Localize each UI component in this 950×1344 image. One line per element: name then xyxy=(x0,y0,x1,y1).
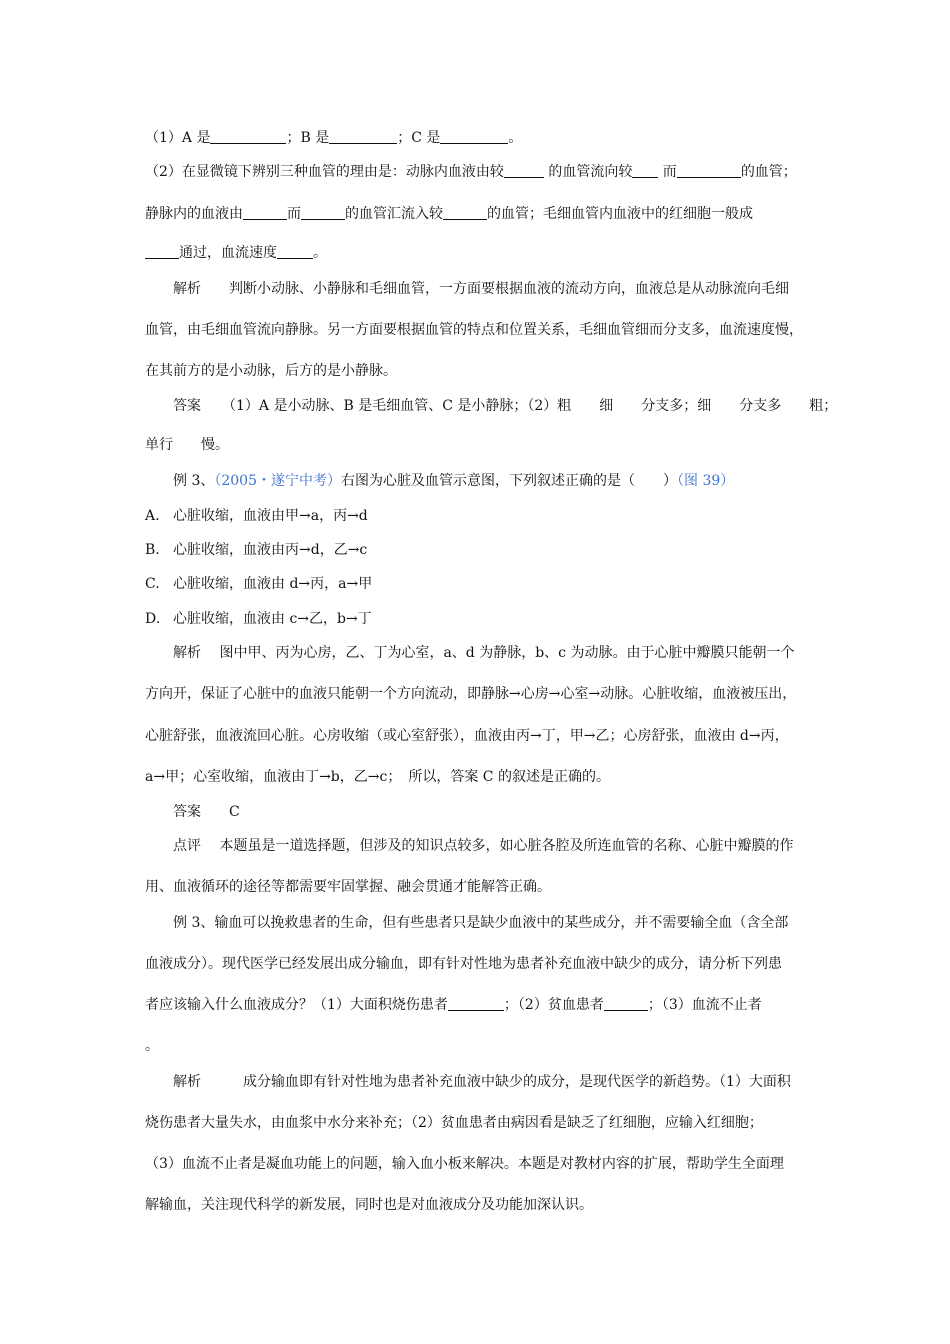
blank xyxy=(632,163,658,178)
ex3b-line-4: 。 xyxy=(145,1038,159,1054)
blank-a xyxy=(210,129,286,144)
ex3b-line-2: 血液成分）。现代医学已经发展出成分输血，即有针对性地为患者补充血液中缺少的成分，请分析下列患 xyxy=(145,956,782,972)
option-text: 心脏收缩，血液由甲→a，丙→d xyxy=(173,508,368,524)
option-label: A. xyxy=(145,508,160,524)
blank xyxy=(677,163,741,178)
ex3-figure-ref: （图 39） xyxy=(677,473,735,489)
ex3-analysis-4: a→甲；心室收缩，血液由丁→b，乙→c； 所以，答案 C 的叙述是正确的。 xyxy=(145,769,610,785)
blank xyxy=(145,244,179,259)
option-b xyxy=(145,541,367,559)
ex3b-text: ；（2）贫血患者 xyxy=(503,997,604,1013)
q1-text: 的血管流向较 xyxy=(543,164,633,180)
q1-line-4 xyxy=(145,244,327,262)
q1-line-1 xyxy=(145,129,522,147)
q1-analysis-1: 解析 判断小动脉、小静脉和毛细血管，一方面要根据血液的流动方向，血液总是从动脉流向毛细 xyxy=(173,281,789,297)
q1-text: ；C 是 xyxy=(397,130,441,146)
q1-text: 静脉内的血液由 xyxy=(145,206,243,222)
q1-text: 。 xyxy=(508,130,523,146)
q1-text: 而 xyxy=(287,206,301,222)
q1-text: 。 xyxy=(313,245,327,261)
ex3b-analysis-3: （3）血流不止者是凝血功能上的问题，输入血小板来解决。本题是对教材内容的扩展，帮助学生全面理 xyxy=(145,1156,784,1172)
blank-c xyxy=(440,129,508,144)
q1-text: 通过，血流速度 xyxy=(179,245,277,261)
q1-line-3 xyxy=(145,205,753,223)
q1-text: 的血管汇流入较 xyxy=(345,206,443,222)
q1-answer-1: 答案 （1）A 是小动脉、B 是毛细血管、C 是小静脉；（2）粗 细 分支多；细 分支多 粗； xyxy=(173,398,838,414)
ex3-text: 右图为心脏及血管示意图，下列叙述正确的是（ ） xyxy=(341,473,677,489)
ex3-question xyxy=(173,472,734,490)
option-text: 心脏收缩，血液由丙→d，乙→c xyxy=(173,542,368,558)
ex3-analysis-2: 方向开，保证了心脏中的血液只能朝一个方向流动，即静脉→心房→心室→动脉。心脏收缩，血液被压出， xyxy=(145,686,797,702)
ex3-prefix: 例 3、 xyxy=(173,473,215,489)
option-label: C. xyxy=(145,576,160,592)
blank xyxy=(604,996,648,1011)
q1-text: 的血管； xyxy=(740,164,797,180)
option-d xyxy=(145,610,372,628)
ex3b-analysis-1: 解析 成分输血即有针对性地为患者补充血液中缺少的成分，是现代医学的新趋势。（1）大面积 xyxy=(173,1074,791,1090)
blank xyxy=(277,244,313,259)
q1-line-2 xyxy=(145,163,797,181)
blank xyxy=(448,996,504,1011)
q1-text: 的血管；毛细血管内血液中的红细胞一般成 xyxy=(487,206,753,222)
ex3-analysis-3: 心脏舒张，血液流回心脏。心房收缩（或心室舒张），血液由丙→丁，甲→乙；心房舒张，血液由 d→丙， xyxy=(145,728,789,744)
option-label: D. xyxy=(145,611,161,627)
q1-text: 而 xyxy=(658,164,677,180)
q1-analysis-2: 血管，由毛细血管流向静脉。另一方面要根据血管的特点和位置关系，毛细血管细而分支多，血流速度慢， xyxy=(145,322,803,338)
blank xyxy=(443,205,487,220)
ex3-answer: 答案 C xyxy=(173,804,240,820)
ex3-source: （2005・遂宁中考） xyxy=(214,473,341,489)
blank xyxy=(243,205,287,220)
ex3-comment-1: 点评 本题虽是一道选择题，但涉及的知识点较多，如心脏各腔及所连血管的名称、心脏中瓣膜的作 xyxy=(173,838,794,854)
blank-b xyxy=(329,129,397,144)
ex3b-analysis-4: 解输血，关注现代科学的新发展，同时也是对血液成分及功能加深认识。 xyxy=(145,1197,593,1213)
q1-analysis-3: 在其前方的是小动脉，后方的是小静脉。 xyxy=(145,363,397,379)
blank xyxy=(301,205,345,220)
ex3-analysis-1: 解析 图中甲、丙为心房，乙、丁为心室，a、d 为静脉，b、c 为动脉。由于心脏中瓣膜只能朝一个 xyxy=(173,645,795,661)
option-a xyxy=(145,507,368,525)
ex3b-line-3 xyxy=(145,996,762,1014)
ex3b-text: 者应该输入什么血液成分？（1）大面积烧伤患者 xyxy=(145,997,448,1013)
option-text: 心脏收缩，血液由 d→丙，a→甲 xyxy=(173,576,373,592)
ex3b-line-1: 例 3、输血可以挽救患者的生命，但有些患者只是缺少血液中的某些成分，并不需要输全血（含全部 xyxy=(173,915,789,931)
ex3b-text: ；（3）血流不止者 xyxy=(647,997,762,1013)
q1-text: ；B 是 xyxy=(286,130,330,146)
option-c xyxy=(145,575,372,593)
ex3-comment-2: 用、血液循环的途径等都需要牢固掌握、融会贯通才能解答正确。 xyxy=(145,879,551,895)
q1-text: （2）在显微镜下辨别三种血管的理由是：动脉内血液由较 xyxy=(145,164,504,180)
q1-text: （1）A 是 xyxy=(145,130,211,146)
ex3b-analysis-2: 烧伤患者大量失水，由血浆中水分来补充；（2）贫血患者由病因看是缺乏了红细胞，应输入红细胞； xyxy=(145,1115,763,1131)
option-label: B. xyxy=(145,542,160,558)
option-text: 心脏收缩，血液由 c→乙，b→丁 xyxy=(173,611,372,627)
blank xyxy=(504,163,544,178)
q1-answer-2: 单行 慢。 xyxy=(145,437,229,453)
